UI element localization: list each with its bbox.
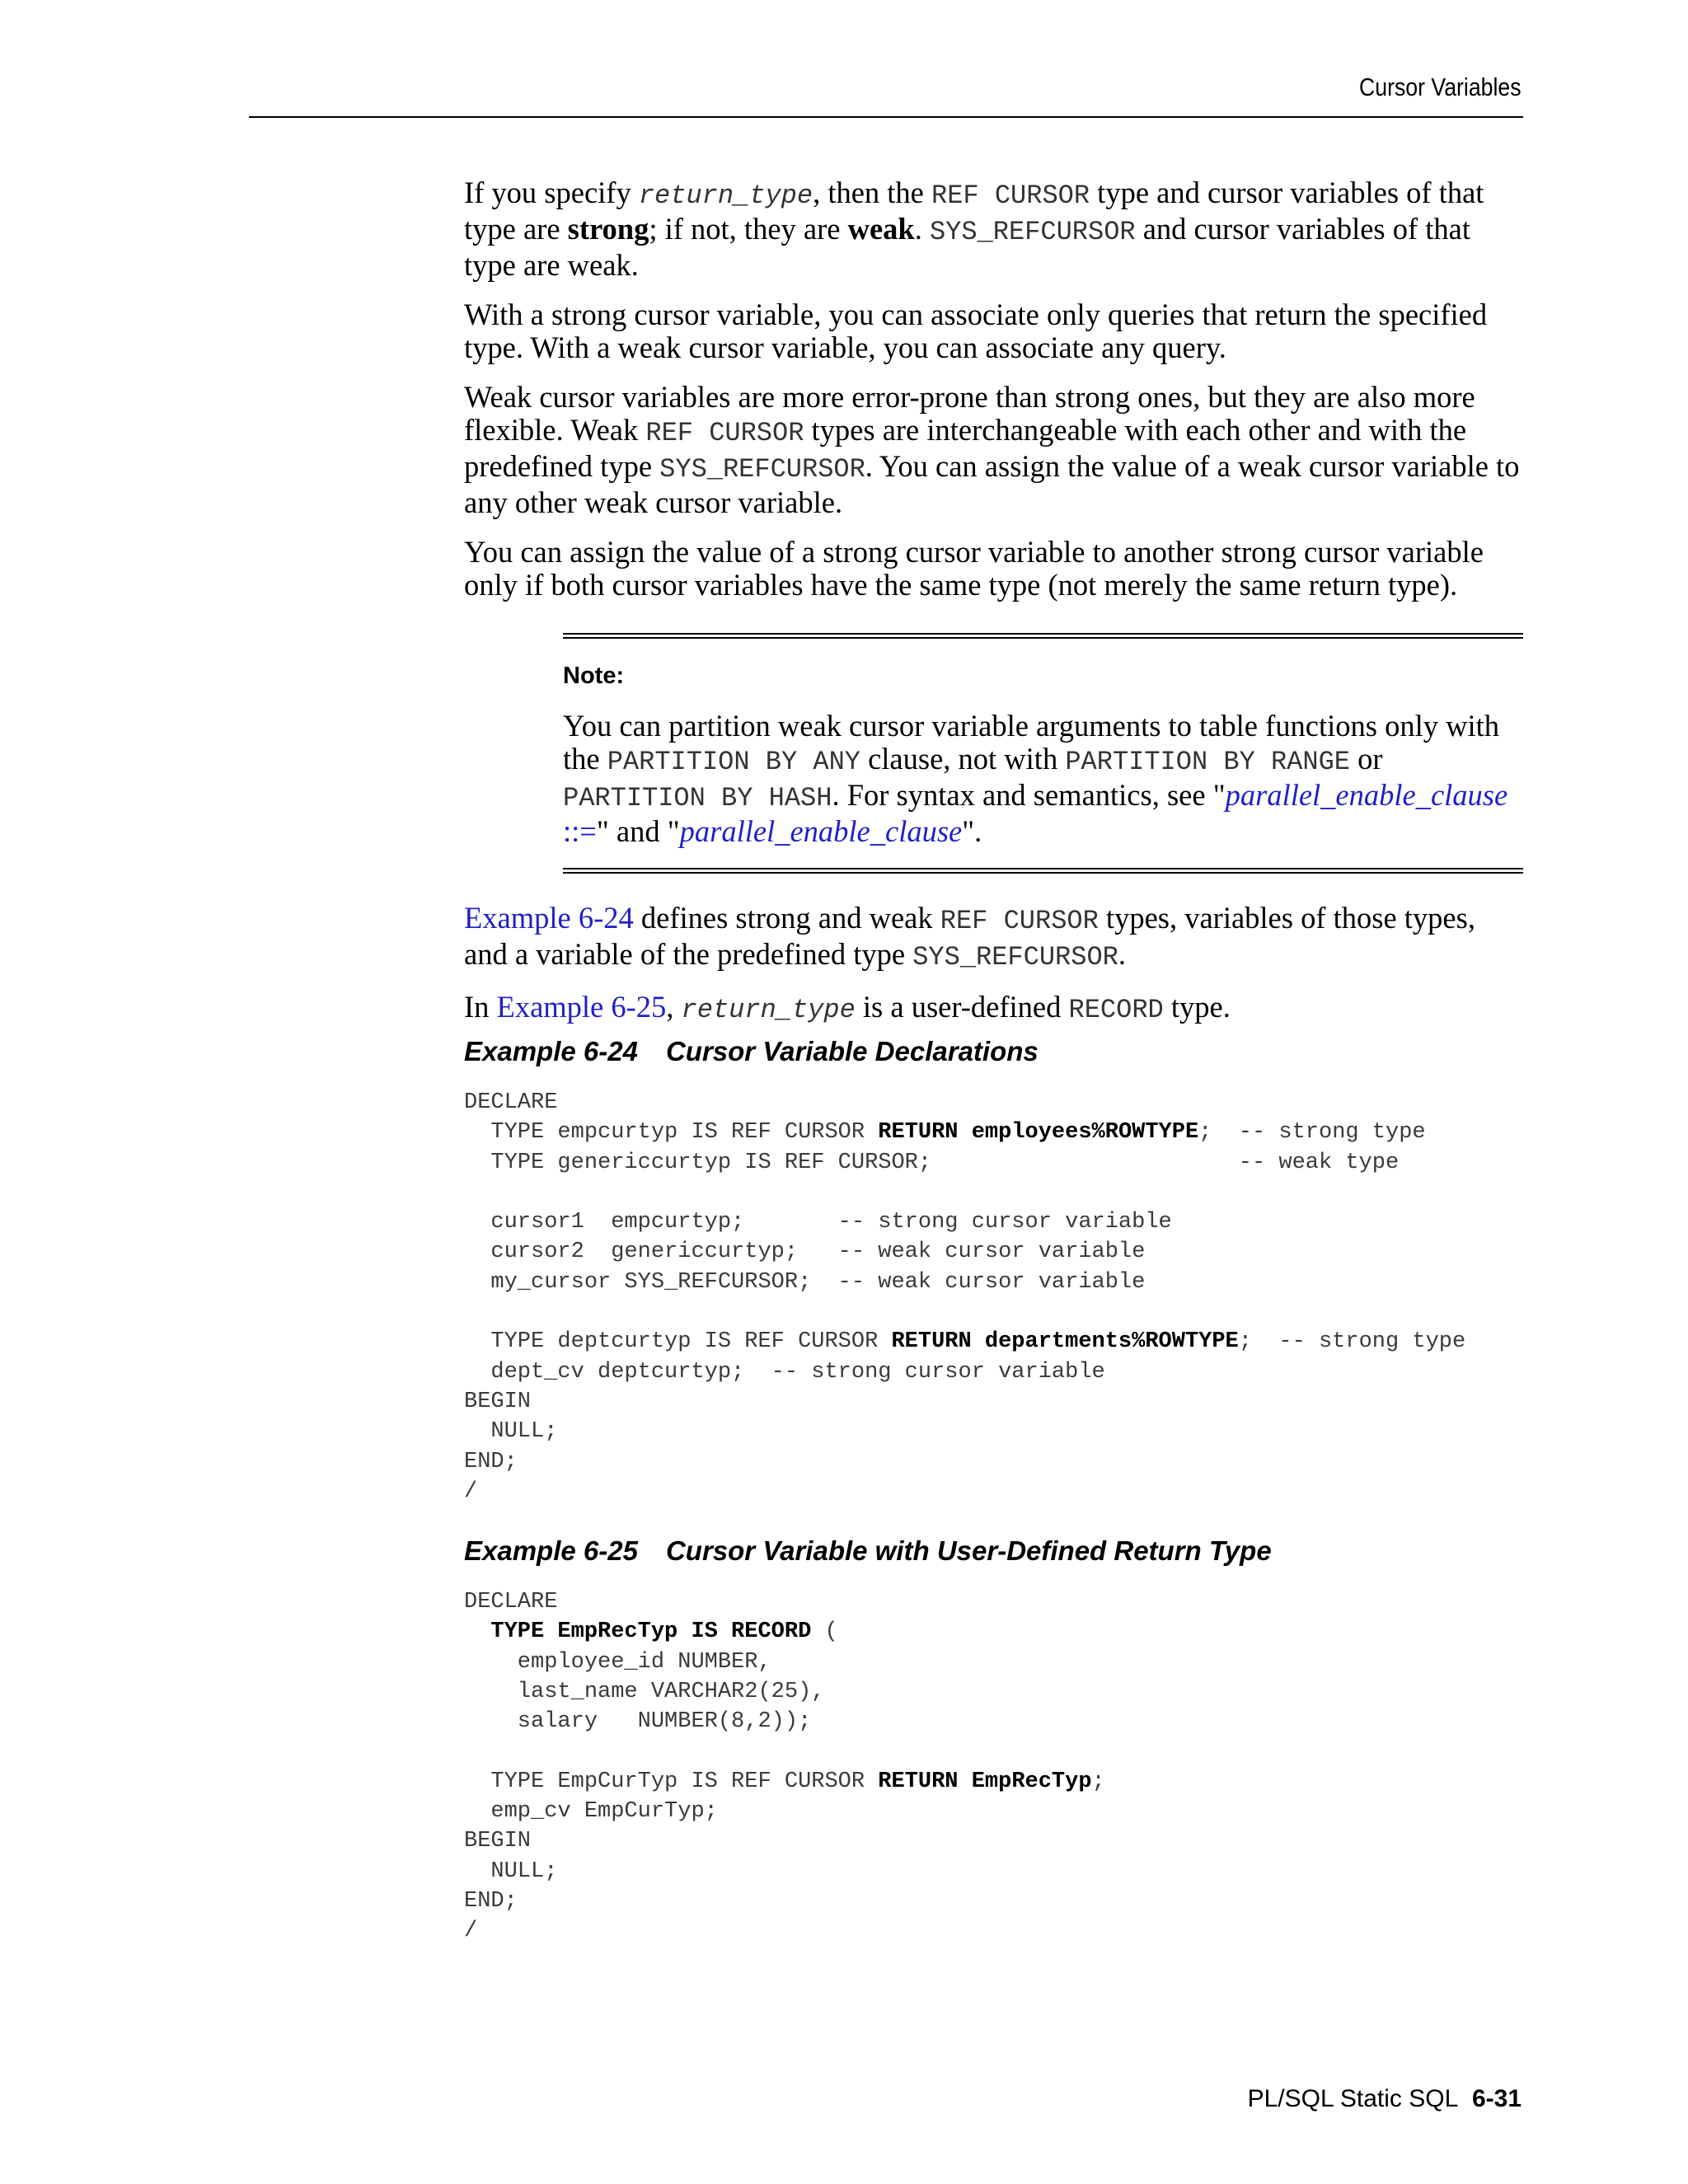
header-rule bbox=[249, 116, 1523, 118]
note-bottom-rule bbox=[563, 868, 1523, 874]
text: . bbox=[1118, 937, 1126, 971]
example-6-24-code: DECLARE TYPE empcurtyp IS REF CURSOR RETURN employees%ROWTYPE; -- strong type TYPE genericcurtyp IS REF CURSOR; -- weak type cursor1 empcurtyp; -- strong cursor variable cursor2 genericcurtyp; -- weak cursor variable my_cursor SYS_REFCURSOR; -- weak cursor variable TYPE deptcurtyp IS REF CURSOR RETURN departments%ROWTYPE; -- strong type dept_cv deptcurtyp; -- strong cursor variable BEGIN NULL; END; / bbox=[464, 1090, 1466, 1504]
code-partition-any: PARTITION BY ANY bbox=[607, 747, 860, 777]
text: , bbox=[666, 990, 682, 1024]
paragraph-assign-strong: You can assign the value of a strong cursor variable to another strong cursor variable only if both cursor variables have the same type (not merely the same return type). bbox=[464, 535, 1484, 602]
text: You can partition weak cursor variable arguments to table functions only with the bbox=[563, 709, 1499, 776]
code-ref-cursor: REF CURSOR bbox=[940, 906, 1099, 936]
text: Weak cursor variables are more error-prone than strong ones, but they are also more flexible. Weak bbox=[464, 380, 1475, 447]
link-example-6-24[interactable]: Example 6-24 bbox=[464, 901, 634, 935]
link-parallel-enable-clause-semantics[interactable]: parallel_enable_clause bbox=[679, 814, 963, 848]
example-title-text: Cursor Variable with User-Defined Return Type bbox=[665, 1535, 1272, 1566]
code-sys-refcursor: SYS_REFCURSOR bbox=[912, 942, 1118, 972]
text: " and " bbox=[596, 814, 680, 848]
paragraph-example-24-intro bbox=[464, 902, 1523, 974]
text: . bbox=[914, 212, 930, 246]
code-partition-hash: PARTITION BY HASH bbox=[563, 783, 832, 813]
example-6-25-title bbox=[464, 1535, 1272, 1568]
text: type and cursor variables of that type are bbox=[464, 176, 1484, 246]
example-title-text: Cursor Variable Declarations bbox=[665, 1036, 1039, 1066]
note-top-rule bbox=[563, 633, 1523, 639]
link-text: parallel_enable_clause bbox=[1225, 778, 1508, 812]
note-label: Note: bbox=[563, 663, 625, 689]
paragraph-weak-flexible bbox=[464, 381, 1523, 519]
paragraph-example-25-intro bbox=[464, 991, 1523, 1027]
code-partition-range: PARTITION BY RANGE bbox=[1065, 747, 1350, 777]
paragraph-associate: With a strong cursor variable, you can associate only queries that return the specified type. With a weak cursor variable, you can associate any query. bbox=[464, 298, 1488, 364]
code-return-type: return_type bbox=[638, 180, 814, 211]
text: , then the bbox=[813, 176, 932, 209]
page-number: 6-31 bbox=[1471, 2085, 1522, 2112]
text: types are interchangeable with each other and with the predefined type bbox=[464, 413, 1467, 483]
code-ref-cursor: REF CURSOR bbox=[645, 418, 804, 448]
note-box bbox=[563, 633, 1523, 874]
text: types, variables of those types, and a variable of the predefined type bbox=[464, 901, 1475, 971]
code-record: RECORD bbox=[1068, 995, 1164, 1025]
text: ". bbox=[962, 814, 982, 848]
text: is a user-defined bbox=[855, 990, 1069, 1024]
text: or bbox=[1349, 742, 1383, 776]
code-ref-cursor: REF CURSOR bbox=[931, 180, 1090, 211]
text: ; if not, they are bbox=[649, 212, 848, 246]
example-number: Example 6-25 bbox=[464, 1535, 638, 1566]
note-body bbox=[563, 710, 1523, 868]
link-example-6-25[interactable]: Example 6-25 bbox=[496, 990, 667, 1024]
text: If you specify bbox=[464, 176, 639, 209]
paragraph-strong-weak bbox=[464, 176, 1523, 282]
text: clause, not with bbox=[860, 742, 1066, 776]
text: . For syntax and semantics, see " bbox=[832, 778, 1226, 812]
text: defines strong and weak bbox=[633, 901, 940, 935]
footer-section: PL/SQL Static SQL bbox=[1247, 2085, 1459, 2112]
text: . You can assign the value of a weak cursor variable to any other weak cursor variable. bbox=[464, 449, 1520, 519]
example-6-25-code: DECLARE TYPE EmpRecTyp IS RECORD ( employee_id NUMBER, last_name VARCHAR2(25), salary NUMBER(8,2)); TYPE EmpCurTyp IS REF CURSOR RETURN EmpRecTyp; emp_cv EmpCurTyp; BEGIN NULL; END; / bbox=[464, 1590, 1105, 1944]
code-sys-refcursor: SYS_REFCURSOR bbox=[929, 217, 1136, 247]
code-return-type: return_type bbox=[681, 995, 856, 1025]
code-sys-refcursor: SYS_REFCURSOR bbox=[659, 454, 865, 485]
text: type. bbox=[1163, 990, 1231, 1024]
running-header: Cursor Variables bbox=[1359, 73, 1522, 101]
term-weak: weak bbox=[847, 212, 915, 246]
example-6-24-title bbox=[464, 1035, 1039, 1068]
text: and cursor variables of that type are weak. bbox=[464, 212, 1471, 282]
example-number: Example 6-24 bbox=[464, 1036, 638, 1066]
term-strong: strong bbox=[567, 212, 649, 246]
examples-intro bbox=[464, 902, 1523, 1043]
page-footer bbox=[1248, 2085, 1522, 2113]
text: In bbox=[464, 990, 497, 1024]
link-suffix: ::= bbox=[563, 814, 597, 848]
body-text bbox=[464, 176, 1523, 618]
